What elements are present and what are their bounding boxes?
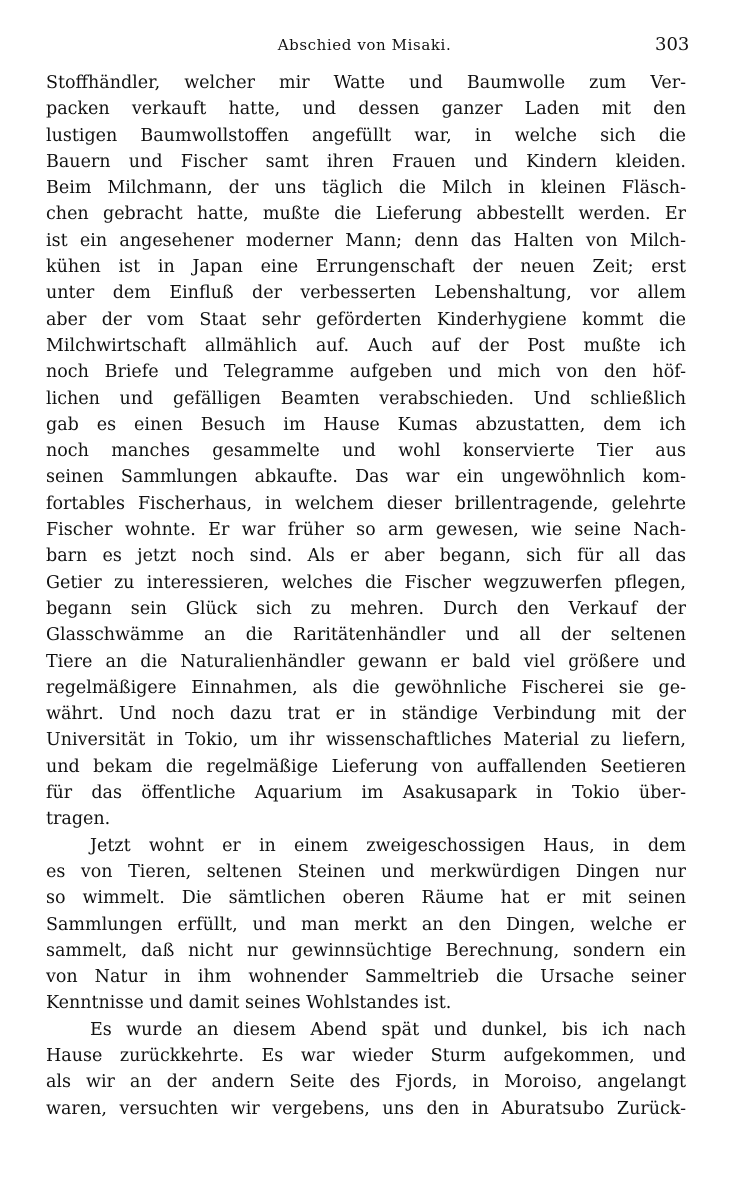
text-line: seinen Sammlungen abkaufte. Das war ein ungewöhnlich kom-	[46, 467, 686, 488]
text-line: chen gebracht hatte, mußte die Lieferung abbestellt werden. Er	[46, 204, 686, 225]
text-line: Hause zurückkehrte. Es war wieder Sturm aufgekommen, und	[46, 1045, 686, 1066]
text-line: es von Tieren, seltenen Steinen und merkwürdigen Dingen nur	[46, 861, 686, 882]
text-line: für das öffentliche Aquarium im Asakusapark in Tokio über-	[46, 783, 686, 804]
text-line: Milchwirtschaft allmählich auf. Auch auf der Post mußte ich	[46, 335, 686, 356]
text-line: Beim Milchmann, der uns täglich die Milch in kleinen Fläsch-	[46, 178, 686, 199]
text-line: Glasschwämme an die Raritätenhändler und all der seltenen	[46, 625, 686, 646]
text-line: Tiere an die Naturalienhändler gewann er bald viel größere und	[46, 651, 686, 672]
text-line: Bauern und Fischer samt ihren Frauen und Kindern kleiden.	[46, 151, 686, 172]
text-line: fortables Fischerhaus, in welchem dieser brillentragende, gelehrte	[46, 493, 686, 514]
page-number: 303	[655, 34, 690, 55]
text-line: Jetzt wohnt er in einem zweigeschossigen Haus, in dem	[90, 835, 686, 856]
text-line: barn es jetzt noch sind. Als er aber begann, sich für all das	[46, 546, 686, 567]
text-line: unter dem Einfluß der verbesserten Lebenshaltung, vor allem	[46, 283, 686, 304]
text-line: ist ein angesehener moderner Mann; denn das Halten von Milch-	[46, 230, 686, 251]
body-text	[46, 70, 686, 1122]
text-line: regelmäßigere Einnahmen, als die gewöhnliche Fischerei sie ge-	[46, 677, 686, 698]
text-line: kühen ist in Japan eine Errungenschaft der neuen Zeit; erst	[46, 257, 686, 278]
text-line: packen verkauft hatte, und dessen ganzer Laden mit den	[46, 99, 686, 120]
text-line: als wir an der andern Seite des Fjords, in Moroiso, angelangt	[46, 1072, 686, 1093]
text-line: sammelt, daß nicht nur gewinnsüchtige Berechnung, sondern ein	[46, 940, 686, 961]
text-line: so wimmelt. Die sämtlichen oberen Räume hat er mit seinen	[46, 888, 686, 909]
text-line: Stoffhändler, welcher mir Watte und Baumwolle zum Ver-	[46, 73, 686, 93]
text-line: tragen.	[46, 809, 111, 830]
text-line: und bekam die regelmäßige Lieferung von auffallenden Seetieren	[46, 756, 686, 777]
text-line: Getier zu interessieren, welches die Fischer wegzuwerfen pflegen,	[46, 572, 686, 593]
text-line: aber der vom Staat sehr geförderten Kinderhygiene kommt die	[46, 309, 686, 330]
text-line: Fischer wohnte. Er war früher so arm gewesen, wie seine Nach-	[46, 520, 686, 541]
text-line: noch Briefe und Telegramme aufgeben und mich von den höf-	[46, 362, 686, 383]
paragraph	[46, 70, 686, 833]
text-line: begann sein Glück sich zu mehren. Durch den Verkauf der	[46, 598, 686, 619]
running-head	[0, 34, 729, 60]
paragraph	[46, 833, 686, 1017]
text-line: noch manches gesammelte und wohl konservierte Tier aus	[46, 441, 686, 462]
text-line: gab es einen Besuch im Hause Kumas abzustatten, dem ich	[46, 414, 686, 435]
paragraph	[46, 1017, 686, 1122]
text-line: waren, versuchten wir vergebens, uns den in Aburatsubo Zurück-	[46, 1098, 686, 1119]
running-title: Abschied von Misaki.	[277, 36, 452, 54]
text-line: lustigen Baumwollstoffen angefüllt war, in welche sich die	[46, 125, 686, 146]
text-line: Kenntnisse und damit seines Wohlstandes ist.	[46, 993, 452, 1014]
text-line: Universität in Tokio, um ihr wissenschaftliches Material zu liefern,	[46, 730, 686, 751]
text-line: währt. Und noch dazu trat er in ständige Verbindung mit der	[46, 704, 686, 725]
text-line: lichen und gefälligen Beamten verabschieden. Und schließlich	[46, 388, 686, 409]
text-line: Es wurde an diesem Abend spät und dunkel, bis ich nach	[90, 1019, 686, 1040]
text-line: von Natur in ihm wohnender Sammeltrieb die Ursache seiner	[46, 967, 686, 988]
text-line: Sammlungen erfüllt, und man merkt an den Dingen, welche er	[46, 914, 686, 935]
